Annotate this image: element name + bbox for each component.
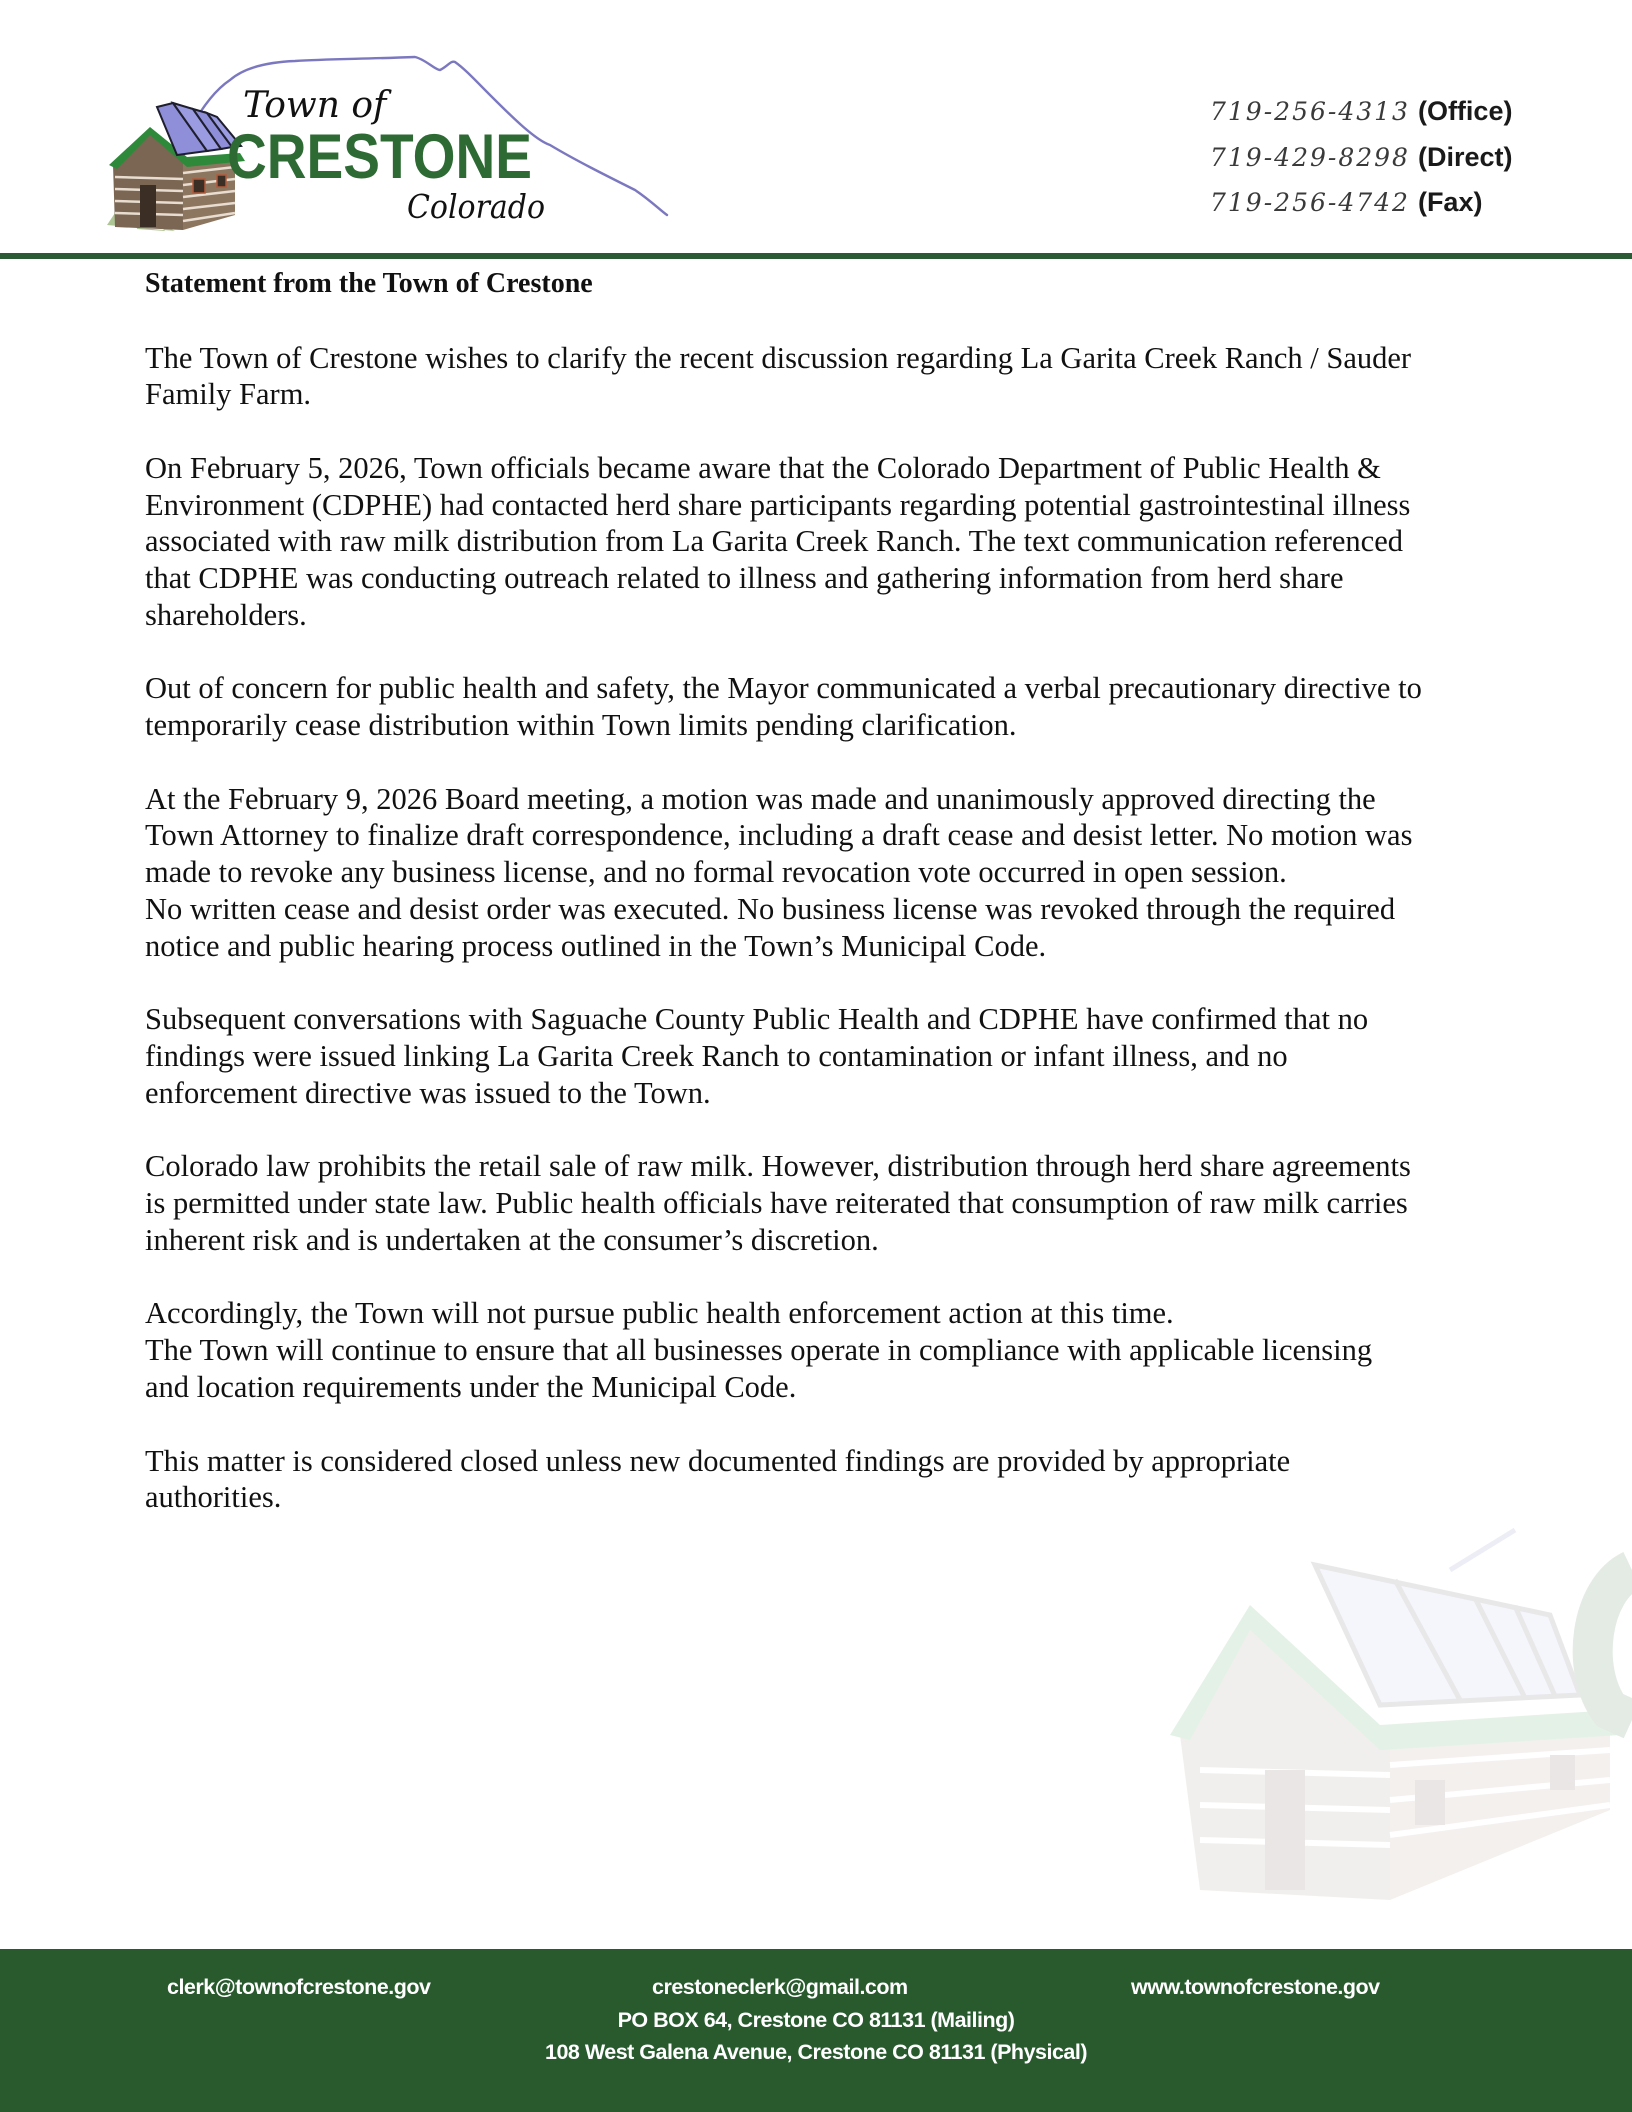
paragraph-line: inherent risk and is undertaken at the consumer’s discretion. — [145, 1222, 879, 1257]
paragraph-line: Family Farm. — [145, 377, 312, 412]
paragraph-line: enforcement directive was issued to the Town. — [145, 1075, 711, 1110]
contact-phones — [1210, 96, 1610, 233]
paragraph-spacer — [145, 1112, 1545, 1149]
paragraph-line: No written cease and desist order was executed. No business license was revoked through the required — [145, 892, 1396, 927]
paragraph-line: The Town will continue to ensure that all businesses operate in compliance with applicable licensing — [145, 1333, 1373, 1368]
paragraph-line: temporarily cease distribution within Town limits pending clarification. — [145, 708, 1017, 743]
town-logo — [95, 45, 685, 245]
paragraph-line: made to revoke any business license, and no formal revocation vote occurred in open session. — [145, 855, 1287, 890]
phone-fax-label: (Fax) — [1417, 187, 1483, 217]
paragraph-line: Subsequent conversations with Saguache County Public Health and CDPHE have confirmed that no — [145, 1002, 1369, 1037]
paragraph-line: Colorado law prohibits the retail sale of raw milk. However, distribution through herd share agreements — [145, 1149, 1411, 1184]
phone-fax-number[interactable]: 719-256-4742 — [1210, 188, 1410, 217]
paragraph-line: Environment (CDPHE) had contacted herd share participants regarding potential gastrointestinal illness — [145, 487, 1411, 522]
paragraph-line: This matter is considered closed unless new documented findings are provided by appropriate — [145, 1443, 1291, 1478]
paragraph — [145, 1295, 1545, 1405]
phone-fax — [1210, 187, 1610, 233]
paragraph-line: Town Attorney to finalize draft correspondence, including a draft cease and desist letter. No motion was — [145, 818, 1413, 853]
paragraph-spacer — [145, 965, 1545, 1002]
phone-direct-label: (Direct) — [1417, 141, 1513, 172]
footer-mailing-address: PO BOX 64, Crestone CO 81131 (Mailing) — [617, 2008, 1015, 2032]
paragraph — [145, 1443, 1545, 1517]
phone-direct-number[interactable]: 719-429-8298 — [1210, 142, 1410, 172]
paragraph-line: Accordingly, the Town will not pursue public health enforcement action at this time. — [145, 1296, 1174, 1331]
paragraph-line: and location requirements under the Municipal Code. — [145, 1369, 797, 1404]
paragraph — [145, 781, 1545, 965]
paragraph-line: is permitted under state law. Public health officials have reiterated that consumption of raw milk carries — [145, 1186, 1408, 1221]
phone-office-number[interactable]: 719-256-4313 — [1210, 97, 1410, 126]
paragraphs — [145, 340, 1545, 1517]
phone-office-label: (Office) — [1417, 96, 1513, 126]
spacer — [145, 303, 1545, 340]
paragraph-spacer — [145, 1406, 1545, 1443]
paragraph-spacer — [145, 1259, 1545, 1296]
paragraph-spacer — [145, 413, 1545, 450]
statement-body — [145, 266, 1545, 1516]
logo-crestone-text: CRESTONE — [227, 122, 532, 192]
phone-direct — [1210, 142, 1610, 188]
paragraph — [145, 670, 1545, 744]
paragraph-line: that CDPHE was conducting outreach related to illness and gathering information from herd share — [145, 561, 1344, 596]
paragraph-line: At the February 9, 2026 Board meeting, a motion was made and unanimously approved directing the — [145, 781, 1376, 816]
paragraph-line: associated with raw milk distribution from La Garita Creek Ranch. The text communication referenced — [145, 524, 1403, 559]
footer-contact-row — [0, 1975, 1632, 2003]
header-divider — [0, 253, 1632, 259]
paragraph-line: On February 5, 2026, Town officials became aware that the Colorado Department of Public Health & — [145, 450, 1381, 485]
paragraph-line: shareholders. — [145, 597, 307, 632]
paragraph — [145, 1001, 1545, 1111]
phone-office — [1210, 96, 1610, 142]
paragraph-line: The Town of Crestone wishes to clarify the recent discussion regarding La Garita Creek Ranch / Sauder — [145, 340, 1412, 375]
paragraph — [145, 340, 1545, 414]
logo-town-of-text: Town of — [243, 85, 387, 126]
paragraph-spacer — [145, 744, 1545, 781]
paragraph-line: authorities. — [145, 1480, 282, 1515]
footer-website-link[interactable]: www.townofcrestone.gov — [1131, 1975, 1380, 1999]
logo-colorado-text: Colorado — [407, 187, 545, 226]
cabin-watermark-icon — [1140, 1510, 1632, 1940]
cabin-icon — [107, 103, 245, 231]
paragraph — [145, 450, 1545, 634]
paragraph-spacer — [145, 634, 1545, 671]
paragraph-line: notice and public hearing process outlined in the Town’s Municipal Code. — [145, 928, 1047, 963]
statement-title: Statement from the Town of Crestone — [145, 268, 593, 299]
footer-physical-address: 108 West Galena Avenue, Crestone CO 81131 (Physical) — [544, 2040, 1088, 2064]
footer-email-primary-link[interactable]: clerk@townofcrestone.gov — [167, 1975, 431, 1999]
footer-email-secondary-link[interactable]: crestoneclerk@gmail.com — [652, 1975, 908, 1999]
paragraph-line: Out of concern for public health and safety, the Mayor communicated a verbal precautionary directive to — [145, 671, 1422, 706]
footer — [0, 1949, 1632, 2112]
paragraph — [145, 1148, 1545, 1258]
paragraph-line: findings were issued linking La Garita Creek Ranch to contamination or infant illness, and no — [145, 1039, 1288, 1074]
